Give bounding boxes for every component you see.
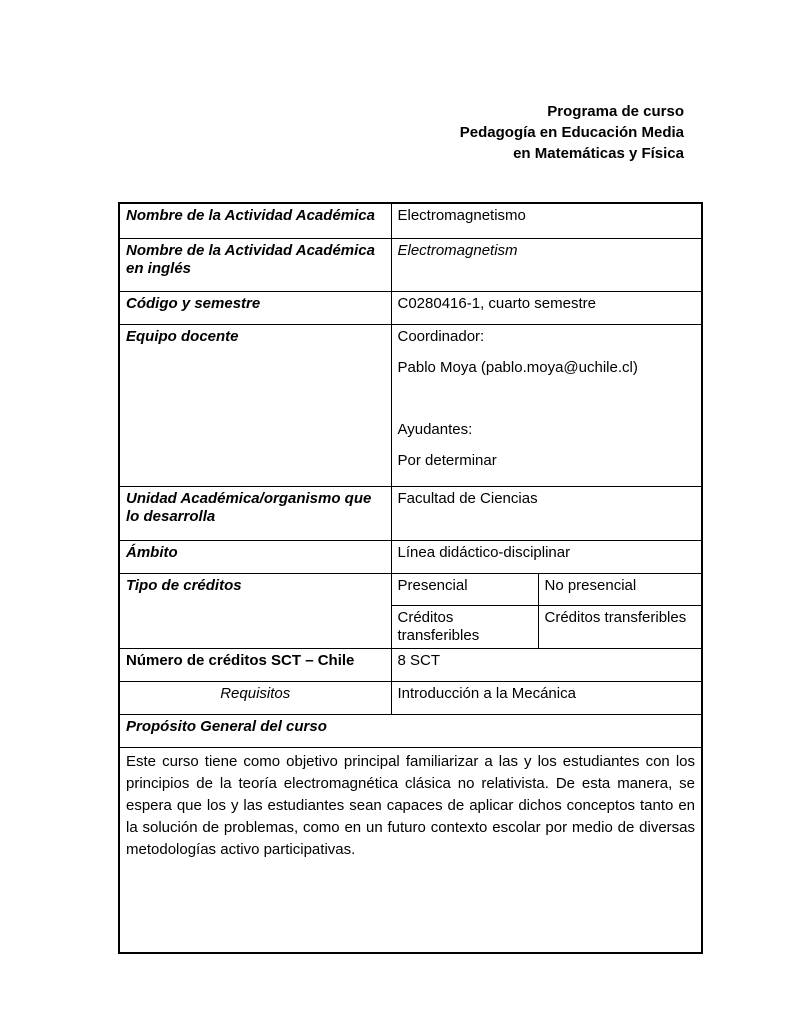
- requisitos-value: Introducción a la Mecánica: [391, 681, 702, 714]
- codigo-semestre-label: Código y semestre: [119, 291, 391, 324]
- equipo-blank-line: [398, 390, 696, 407]
- proposito-label: Propósito General del curso: [119, 714, 702, 747]
- proposito-descripcion: Este curso tiene como objetivo principal familiarizar a las y los estudiantes con los principios de la teoría electromagnética clásica no relativista. De esta manera, se espera que los y las estudiantes sean capaces de aplicar dichos conceptos tanto en la solución de problemas, como en un futuro contexto escolar por medio de diversas metodologías activo participativas.: [126, 752, 696, 858]
- row-numero-creditos: [119, 648, 702, 681]
- row-equipo-docente: [119, 324, 702, 486]
- row-ambito: [119, 540, 702, 573]
- row-requisitos: [119, 681, 702, 714]
- header-line-subject: en Matemáticas y Física: [513, 145, 684, 162]
- nombre-ingles-label: Nombre de la Actividad Académica en inglés: [119, 238, 391, 291]
- tipo-creditos-presencial: Presencial: [391, 573, 538, 605]
- row-codigo-semestre: [119, 291, 702, 324]
- proposito-cell: [119, 747, 702, 953]
- row-tipo-creditos-1: [119, 573, 702, 605]
- ayudantes-titulo: Ayudantes:: [397, 420, 473, 438]
- header-line-degree: Pedagogía en Educación Media: [459, 124, 684, 141]
- creditos-transferibles-izq: Créditos transferibles: [391, 605, 538, 648]
- nombre-actividad-label: Nombre de la Actividad Académica: [119, 203, 391, 238]
- coordinador-nombre: Pablo Moya (pablo.moya@uchile.cl): [397, 358, 638, 376]
- codigo-semestre-value: C0280416-1, cuarto semestre: [391, 291, 702, 324]
- tipo-creditos-no-presencial: No presencial: [538, 573, 702, 605]
- nombre-ingles-value: Electromagnetism: [391, 238, 702, 291]
- numero-creditos-label: Número de créditos SCT – Chile: [119, 648, 391, 681]
- unidad-academica-value: Facultad de Ciencias: [391, 486, 702, 540]
- row-proposito-texto: [119, 747, 702, 953]
- header-line-program: Programa de curso: [547, 103, 684, 120]
- requisitos-label: Requisitos: [119, 681, 391, 714]
- equipo-docente-label: Equipo docente: [119, 324, 391, 486]
- nombre-actividad-value: Electromagnetismo: [391, 203, 702, 238]
- row-proposito-titulo: [119, 714, 702, 747]
- coordinador-titulo: Coordinador:: [397, 327, 485, 345]
- tipo-creditos-label: Tipo de créditos: [119, 573, 391, 648]
- row-nombre-ingles: [119, 238, 702, 291]
- row-unidad-academica: [119, 486, 702, 540]
- row-nombre-actividad: [119, 203, 702, 238]
- equipo-docente-value: [391, 324, 702, 486]
- creditos-transferibles-der: Créditos transferibles: [538, 605, 702, 648]
- ambito-label: Ámbito: [119, 540, 391, 573]
- numero-creditos-value: 8 SCT: [391, 648, 702, 681]
- unidad-academica-label: Unidad Académica/organismo que lo desarrolla: [119, 486, 391, 540]
- course-info-table: [118, 202, 703, 954]
- ambito-value: Línea didáctico-disciplinar: [391, 540, 702, 573]
- ayudantes-valor: Por determinar: [397, 451, 497, 469]
- document-header: [460, 101, 684, 164]
